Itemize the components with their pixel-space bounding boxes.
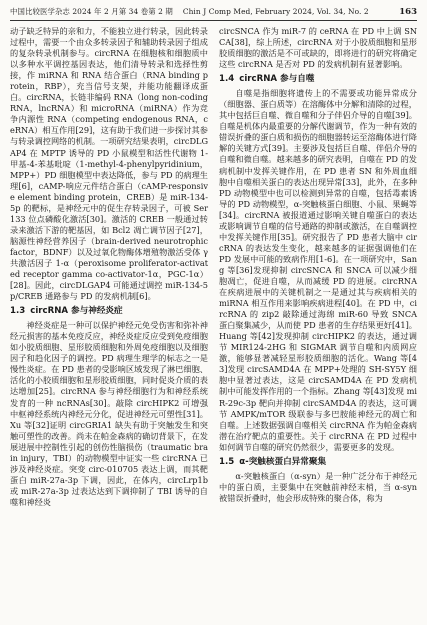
paragraph-continuation: circSNCA 作为 miR-7 的 ceRNA 在 PD 中上调 SNCA[38]，综上所述，circRNA 对于小胶质细胞和星形胶质细胞的激活是不可或缺的，即将进行的研究将确定这些 circRNA 是否对 PD 的发病机制有显著影响。 (219, 26, 417, 70)
section-number: 1.4 (219, 74, 235, 85)
section-number: 1.5 (219, 456, 235, 467)
journal-citation: 中国比较医学杂志 2024 年 2 月第 34 卷第 2 期 Chin J Comp Med, February 2024, Vol. 34, No. 2 (10, 7, 369, 16)
section-heading-1-3 (10, 306, 208, 317)
section-title: α-突触核蛋白异常聚集 (239, 456, 327, 467)
paragraph-transcription: 动子缺乏特异的亲和力，不能独立进行转录，因此转录过程中，需要一个由众多转录因子和辅助转录因子组成的复杂转录机制参与。circRNA 在细胞核和细胞质中以多种水平调控基因表达，他们清导转录和选择性剪接，作 miRNA 和 RNA 结合蛋白（RNA binding protein，RBP），充当信号支架，并能功能翻译成蛋白。circRNA，长链非编码 RNA（long non-coding RNA，lncRNA）和 microRNA（miRNA）作为竞争内源性 RNA（competing endogenous RNA，ceRNA）相互作用[29]，这有助于我们进一步探讨其参与转录调控网络的机制。一项研究结果表明，circDLGAP4 在 MPTP 诱导的 PD 小鼠模型和活性代谢物 1-甲基-4-苯基吡啶（1-methyl-4-phenylpyridinium，MPP+）PD 细胞模型中表达降低，参与 PD 的病理生理[6]，cAMP-响应元件结合蛋白（cAMP-responsive element binding protein，CREB）是 miR-134-5p 的靶标，是神经元中的促生存转录因子，可被 Ser133 位点磷酸化激活[30]。激活的 CREB 一般通过转录来激活下游的靶基因，如 Bcl2 凋亡调节因子[27]，脑源性神经营养因子（brain-derived neurotrophic factor，BDNF）以及过氧化物酶体增殖物激活受体 γ 共激活因子 1-α（peroxisome proliferator-activated receptor gamma co-activator-1α，PGC-1α）[28]。因此，circDLGAP4 可能通过调控 miR-134-5p/CREB 通路参与 PD 的发病机制[6]。 (10, 26, 208, 302)
section-heading-1-5 (219, 457, 417, 468)
right-column (219, 26, 417, 508)
paragraph-neuroinflammation: 神经炎症是一种可以保护神经元免受伤害和弥补神经元损害的基本免疫反应，神经炎症反应受到免疫细胞如小胶质细胞、星形胶质细胞和外周免疫细胞以及细胞因子和趋化因子的调控。PD 病理生理学的标志之一是慢性炎症。在 PD 患者的受影响区域发现了淋巴细胞、活化的小胶质细胞和星形胶质细胞，同时促炎介质的表达增加[25]。circRNA 参与神经细胞行为和神经系统发育的一种 ncRNAs[30]。敲除 circHIPK2 可增强中枢神经系统内神经元分化，促进神经元可塑性[31]。Xu 等[32]证明 circGRIA1 缺失有助于突触发生和突触可塑性的改善。尚未在帕金森病的确切背景下，在发展进展中控制性引起的创伤性脑损伤（traumatic brain injury，TBI）的动物模型中证实一些 circRNA 已涉及神经炎症。突变 circ-010705 表达上调，而其靶蛋白 miR-27a-3p 下调，因此，在体内，circLrp1b 或 miR-27a-3p 过表达达到下调抑制了 TBI 诱导的自噬和神经炎 (10, 320, 208, 507)
section-number: 1.3 (10, 306, 26, 317)
section-title: circRNA 参与神经炎症 (30, 306, 123, 317)
left-column (10, 26, 208, 508)
running-header (10, 6, 417, 21)
paragraph-alpha-synuclein: α-突触核蛋白（α-syn）是一种广泛分布于神经元中的蛋白质，主要集中在突触前神经末梢，当 α-syn 被错误折叠时，他会形成特殊的聚合体，称为 (219, 470, 417, 503)
two-column-body (10, 26, 417, 508)
section-title: circRNA 参与自噬 (239, 74, 315, 85)
page-number: 163 (399, 7, 417, 17)
paragraph-autophagy: 自噬是指细胞将遗传上的不需要或功能异常成分（细胞器、蛋白质等）在溶酶体中分解和清除的过程，其中包括巨自噬、微自噬和分子伴侣介导的自噬[39]。自噬是机体内最重要的分解代谢调节，作为一种有效的错误折叠的蛋白质和损伤的细胞器转运至溶酶体进行降解的关键方式[39]。主要涉及包括巨自噬、伴侣介导的自噬和微自噬。越来越多的研究表明，自噬在 PD 的发病机制中发挥关键作用，在 PD 患者 SN 和外周血细胞中自噬相关蛋白的表达出现异常[33]，此外，在多种 PD 动物模型中也可以检测到异常的自噬，包括毒素诱导的 PD 动物模型，α-突触核蛋白细胞、小鼠、果蝇等[34]。circRNA 被报道通过影响关键自噬蛋白的表达或影响调节自噬的信号通路的抑制或激活，在自噬调控中发挥关键作用[35]。研究报告了 PD 患者大脑中 circRNA 的表达发生变化，越来越多的证据强调他们在 PD 发展中可能的致病作用[1-6]。在一项研究中，Sang 等[36]发现抑制 circSNCA 和 SNCA 可以减少细胞凋亡，促进自噬，从而减缓 PD 的进展。circRNA 在疾病进展中的关键机制之一是通过其与疾病相关的 miRNA 相互作用来影响疾病进程[40]。在 PD 中，circRNA 的 zip2 敲除通过海绵 miR-60 导致 SNCA 蛋白聚集减少，从而使 PD 患者的生存结果更好[41]。Huang 等[42]发现抑制 circHIPK2 的表达，通过调节 MIR124-2HG 和 SIGMAR 调节自噬和内质网应激，能够显著减轻星形胶质细胞的活化。Wang 等[43]发现 circSAMD4A 在 MPP+处理的 SH-SY5Y 细胞中显著过表达，这是 circSAMD4A 在 PD 发病机制中可能发挥作用的一个指标。Zhang 等[43]发现 miR-29c-3p 靶向并抑制 circSAMD4A 的表达，这可调节 AMPK/mTOR 级联参与多巴胺能神经元的凋亡和自噬。上述数据强调自噬相关 circRNA 作为帕金森病潜在治疗靶点的重要性。关于 circRNA 在 PD 过程中如何调节自噬的研究仍然很少，需要更多的发现。 (219, 88, 417, 452)
section-heading-1-4 (219, 74, 417, 85)
